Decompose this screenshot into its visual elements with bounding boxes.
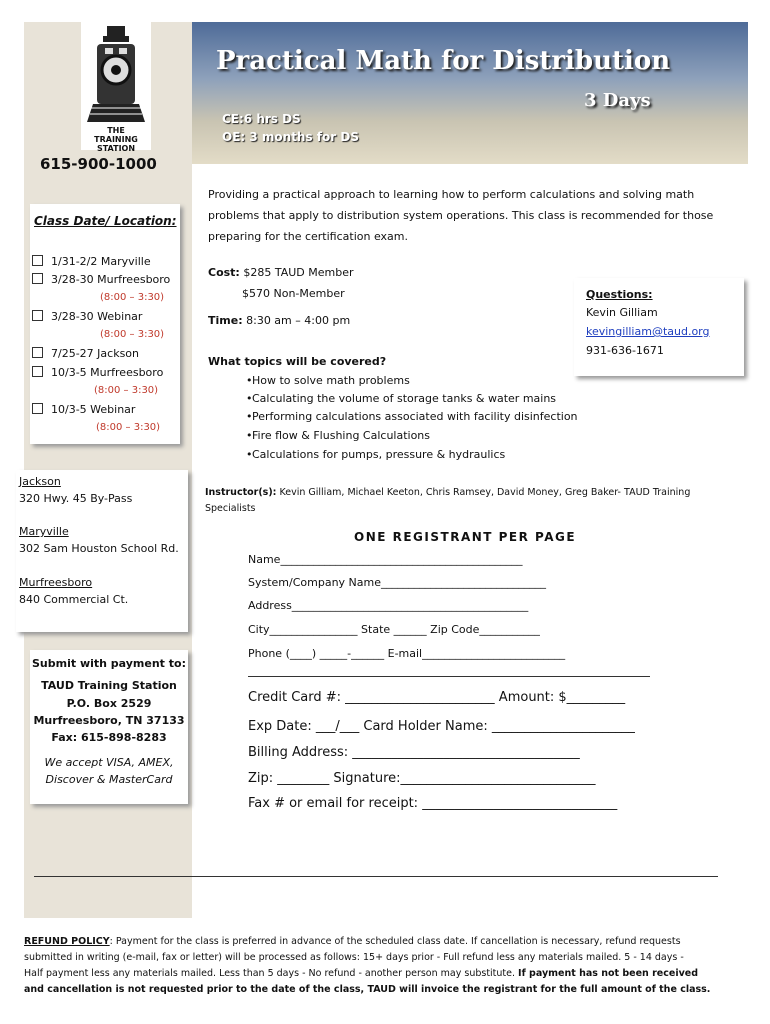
intro-line: Providing a practical approach to learning how to perform calculations and solving math <box>208 188 695 201</box>
zip-signature-field[interactable]: Zip: ________ Signature:______________________________ <box>248 771 596 786</box>
questions-contact-name: Kevin Gilliam <box>586 306 658 319</box>
name-field[interactable]: Name____________________________________________ <box>248 553 523 566</box>
main-phone: 615-900-1000 <box>40 155 157 173</box>
time-line: Time: 8:30 am – 4:00 pm <box>208 314 351 327</box>
questions-phone: 931-636-1671 <box>586 344 664 357</box>
instructors-line: Instructor(s): Kevin Gilliam, Michael Keeton, Chris Ramsey, David Money, Greg Baker- TAUD Training <box>205 487 691 498</box>
session-time: (8:00 – 3:30) <box>96 422 161 433</box>
location-name: Murfreesboro <box>19 576 93 589</box>
cost-non-member: $570 Non-Member <box>242 287 345 300</box>
submit-heading: Submit with payment to: <box>32 657 186 670</box>
session-time: (8:00 – 3:30) <box>100 292 165 303</box>
session-time: (8:00 – 3:30) <box>94 385 159 396</box>
checkbox[interactable] <box>32 366 43 377</box>
divider <box>248 676 650 677</box>
submit-po-box: P.O. Box 2529 <box>66 697 152 710</box>
intro-line: problems that apply to distribution system operations. This class is recommended for those <box>208 209 714 222</box>
submit-fax: Fax: 615-898-8283 <box>51 731 167 744</box>
fax-email-receipt-field[interactable]: Fax # or email for receipt: ______________________________ <box>248 796 618 811</box>
refund-policy-line4: and cancellation is not requested prior to the date of the class, TAUD will invoice the registrant for the full amount of the class. <box>24 984 711 995</box>
instructors-line2: Specialists <box>205 503 256 514</box>
registration-heading: ONE REGISTRANT PER PAGE <box>354 530 577 544</box>
location-address: 320 Hwy. 45 By-Pass <box>19 492 133 505</box>
address-field[interactable]: Address___________________________________________ <box>248 599 529 612</box>
exp-holder-field[interactable]: Exp Date: ___/___ Card Holder Name: ______________________ <box>248 719 635 734</box>
refund-policy-line3: Half payment less any materials mailed. Less than 5 days - No refund - another person may substitute. If payment has not been received <box>24 968 699 979</box>
phone-email-field[interactable]: Phone (____) _____-______ E-mail__________________________ <box>248 647 566 660</box>
cost-line: Cost: $285 TAUD Member <box>208 266 354 279</box>
session-item[interactable]: 3/28-30 Murfreesboro <box>32 273 170 286</box>
session-item[interactable]: 10/3-5 Webinar <box>32 403 135 416</box>
ce-hours: CE:6 hrs DS <box>222 112 301 126</box>
duration-label: 3 Days <box>584 90 651 111</box>
checkbox[interactable] <box>32 273 43 284</box>
checkbox[interactable] <box>32 403 43 414</box>
topic-item: • Performing calculations associated with facility disinfection <box>252 410 578 423</box>
submit-org: TAUD Training Station <box>41 679 177 692</box>
logo-text-line2: STATION <box>96 144 136 153</box>
page-title: Practical Math for Distribution <box>216 46 671 76</box>
session-item[interactable]: 3/28-30 Webinar <box>32 310 142 323</box>
credit-card-field[interactable]: Credit Card #: _______________________ Amount: $_________ <box>248 690 626 705</box>
checkbox[interactable] <box>32 255 43 266</box>
refund-policy-line1: REFUND POLICY: Payment for the class is preferred in advance of the scheduled class date. If cancellation is necessary, refund requests <box>24 936 681 947</box>
training-station-logo <box>81 22 151 153</box>
billing-address-field[interactable]: Billing Address: ___________________________________ <box>248 745 580 760</box>
logo-text-line1: THE TRAINING <box>94 126 138 144</box>
class-dates-heading: Class Date/ Location: <box>34 214 177 228</box>
location-name: Maryville <box>19 525 69 538</box>
session-item[interactable]: 7/25-27 Jackson <box>32 347 139 360</box>
oe-months: OE: 3 months for DS <box>222 130 359 144</box>
session-time: (8:00 – 3:30) <box>100 329 165 340</box>
questions-heading: Questions: <box>586 288 653 301</box>
location-name: Jackson <box>19 475 61 488</box>
checkbox[interactable] <box>32 347 43 358</box>
topic-item: • Calculating the volume of storage tanks & water mains <box>252 392 556 405</box>
checkbox[interactable] <box>32 310 43 321</box>
intro-line: preparing for the certification exam. <box>208 230 408 243</box>
location-address: 302 Sam Houston School Rd. <box>19 542 179 555</box>
location-address: 840 Commercial Ct. <box>19 593 129 606</box>
questions-email-link[interactable]: kevingilliam@taud.org <box>586 325 710 338</box>
session-item[interactable]: 1/31-2/2 Maryville <box>32 255 151 268</box>
accepted-cards-line1: We accept VISA, AMEX, <box>44 756 174 769</box>
topic-item: • How to solve math problems <box>252 374 410 387</box>
refund-policy-line2: submitted in writing (e-mail, fax or letter) will be processed as follows: 15+ days prior - Full refund less any materials mailed. 5 - 14 days - <box>24 952 684 963</box>
submit-city: Murfreesboro, TN 37133 <box>33 714 185 727</box>
topic-item: • Calculations for pumps, pressure & hydraulics <box>252 448 505 461</box>
divider <box>34 876 718 877</box>
topics-heading: What topics will be covered? <box>208 355 387 368</box>
topic-item: • Fire flow & Flushing Calculations <box>252 429 430 442</box>
session-item[interactable]: 10/3-5 Murfreesboro <box>32 366 163 379</box>
company-field[interactable]: System/Company Name______________________________ <box>248 576 547 589</box>
city-state-zip-field[interactable]: City________________ State ______ Zip Code___________ <box>248 623 540 636</box>
accepted-cards-line2: Discover & MasterCard <box>45 773 173 786</box>
